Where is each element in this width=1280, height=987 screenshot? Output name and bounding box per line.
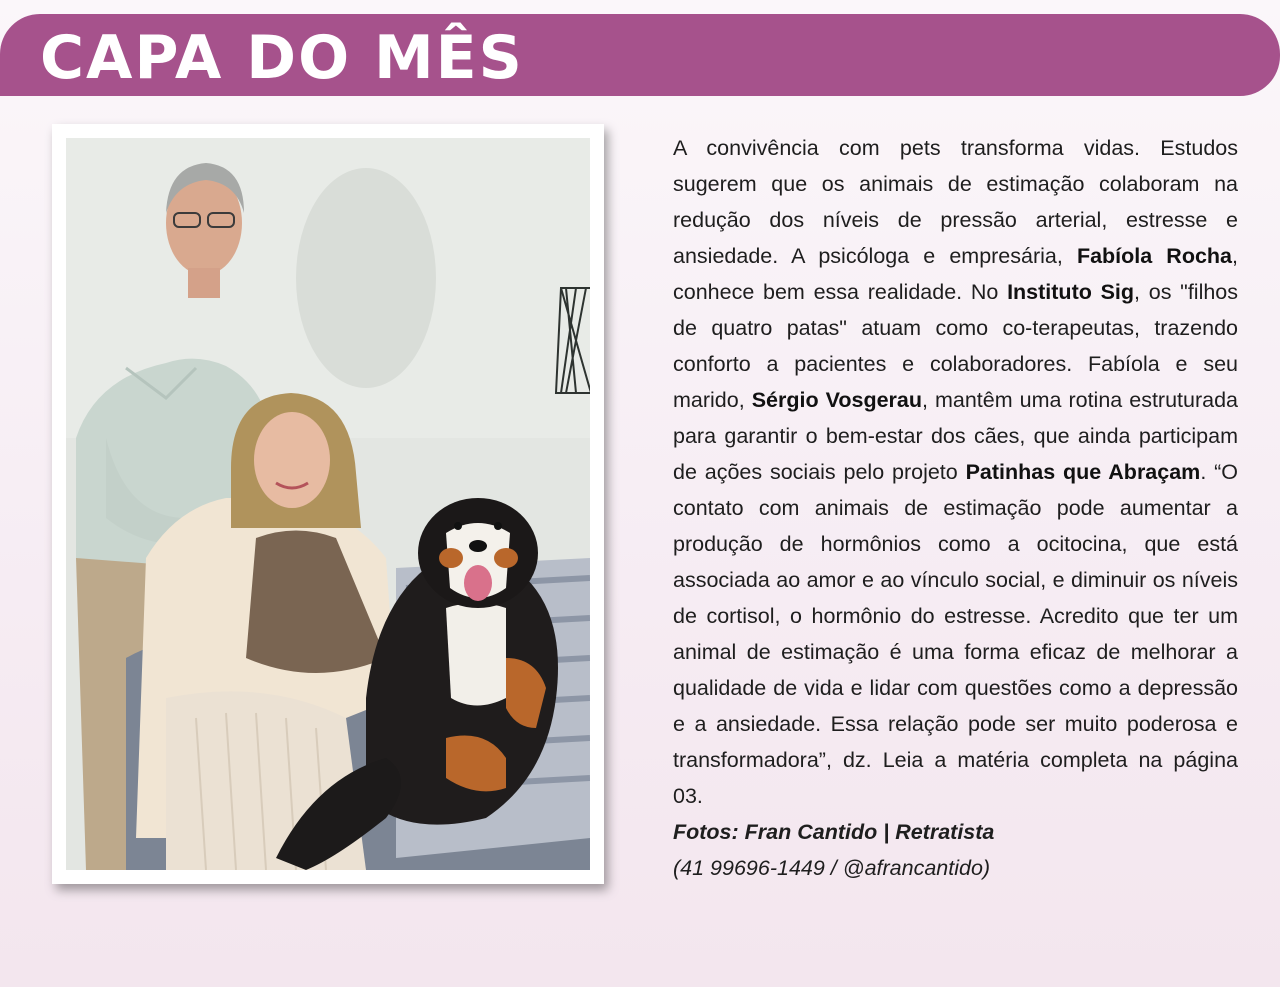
page-title: CAPA DO MÊS <box>40 23 524 93</box>
article-text-1: A convivência com pets transforma vidas. Estudos sugerem que os animais de estimação colaboram na redução dos níveis de pressão arterial, estresse e ansiedade. A psicóloga e empresária, <box>673 136 1238 268</box>
photo-frame <box>52 124 604 884</box>
credit-contact: (41 99696-1449 / @afrancantido) <box>673 856 991 880</box>
article-text-2: , conhece bem essa realidade. No <box>673 244 1238 304</box>
name-sergio-vosgerau: Sérgio Vosgerau <box>751 388 922 412</box>
name-instituto-sig: Instituto Sig <box>1007 280 1135 304</box>
photo-credits <box>673 814 1238 886</box>
article-text-5: . “O contato com animais de estimação pode aumentar a produção de hormônios como a ocitocina, que está associada ao amor e ao vínculo social, e diminuir os níveis de cortisol, o hormônio do estresse. Acredito que ter um animal de estimação é uma forma eficaz de melhorar a qualidade de vida e lidar com questões como a depressão e a ansiedade. Essa relação pode ser muito poderosa e transformadora”, dz. Leia a matéria completa na página 03. <box>673 460 1239 808</box>
article-body <box>673 130 1238 814</box>
credit-title: Fotos: Fran Cantido | Retratista <box>673 820 995 844</box>
cover-photo <box>66 138 590 870</box>
article-paragraph <box>673 130 1238 814</box>
article-text-4: , mantêm uma rotina estruturada para garantir o bem-estar dos cães, que ainda participam de ações sociais pelo projeto <box>673 388 1239 484</box>
article-text-3: , os "filhos de quatro patas" atuam como co-terapeutas, trazendo conforto a pacientes e colaboradores. Fabíola e seu marido, <box>673 280 1239 412</box>
name-fabiola-rocha: Fabíola Rocha <box>1076 244 1232 268</box>
name-patinhas-que-abracam: Patinhas que Abraçam <box>965 460 1201 484</box>
photo-couple-with-dog-icon <box>66 138 590 870</box>
